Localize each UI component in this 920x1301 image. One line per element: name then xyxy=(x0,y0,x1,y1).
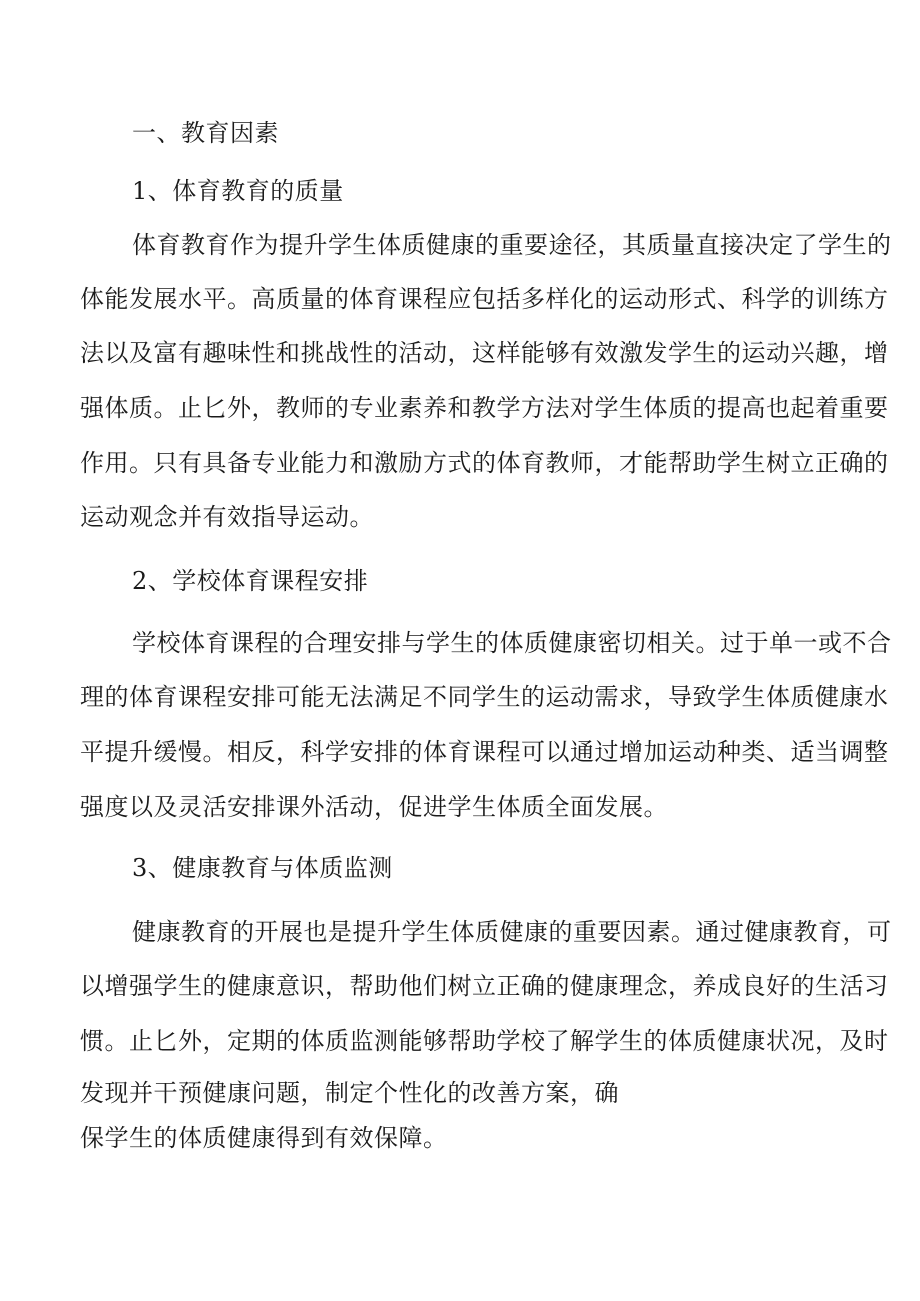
paragraph-3-line-5: 保学生的体质健康得到有效保障。 xyxy=(80,1124,448,1152)
paragraph-1-line-4: 强体质。止匕外，教师的专业素养和教学方法对学生体质的提高也起着重要 xyxy=(80,394,889,422)
subsection-heading-1: 1、体育教育的质量 xyxy=(132,177,344,205)
paragraph-1-line-2: 体能发展水平。高质量的体育课程应包括多样化的运动形式、科学的训练方 xyxy=(80,285,889,313)
section-heading: 一、教育因素 xyxy=(132,119,279,147)
paragraph-3-line-4: 发现并干预健康问题，制定个性化的改善方案，确 xyxy=(80,1079,619,1107)
paragraph-1-line-6: 运动观念并有效指导运动。 xyxy=(80,503,374,531)
paragraph-3-line-3: 惯。止匕外，定期的体质监测能够帮助学校了解学生的体质健康状况，及时 xyxy=(80,1027,889,1055)
paragraph-3-line-2: 以增强学生的健康意识，帮助他们树立正确的健康理念，养成良好的生活习 xyxy=(80,972,889,1000)
paragraph-3-line-1: 健康教育的开展也是提升学生体质健康的重要因素。通过健康教育，可 xyxy=(132,918,892,946)
paragraph-1-line-5: 作用。只有具备专业能力和激励方式的体育教师，才能帮助学生树立正确的 xyxy=(80,449,889,477)
paragraph-2-line-3: 平提升缓慢。相反，科学安排的体育课程可以通过增加运动种类、适当调整 xyxy=(80,738,889,766)
paragraph-2-line-2: 理的体育课程安排可能无法满足不同学生的运动需求，导致学生体质健康水 xyxy=(80,683,889,711)
paragraph-2-line-1: 学校体育课程的合理安排与学生的体质健康密切相关。过于单一或不合 xyxy=(132,629,892,657)
subsection-heading-3: 3、健康教育与体质监测 xyxy=(132,854,393,882)
paragraph-1-line-3: 法以及富有趣味性和挑战性的活动，这样能够有效激发学生的运动兴趣，增 xyxy=(80,339,889,367)
subsection-heading-2: 2、学校体育课程安排 xyxy=(132,567,369,595)
paragraph-2-line-4: 强度以及灵活安排课外活动，促进学生体质全面发展。 xyxy=(80,793,668,821)
paragraph-1-line-1: 体育教育作为提升学生体质健康的重要途径，其质量直接决定了学生的 xyxy=(132,231,892,259)
